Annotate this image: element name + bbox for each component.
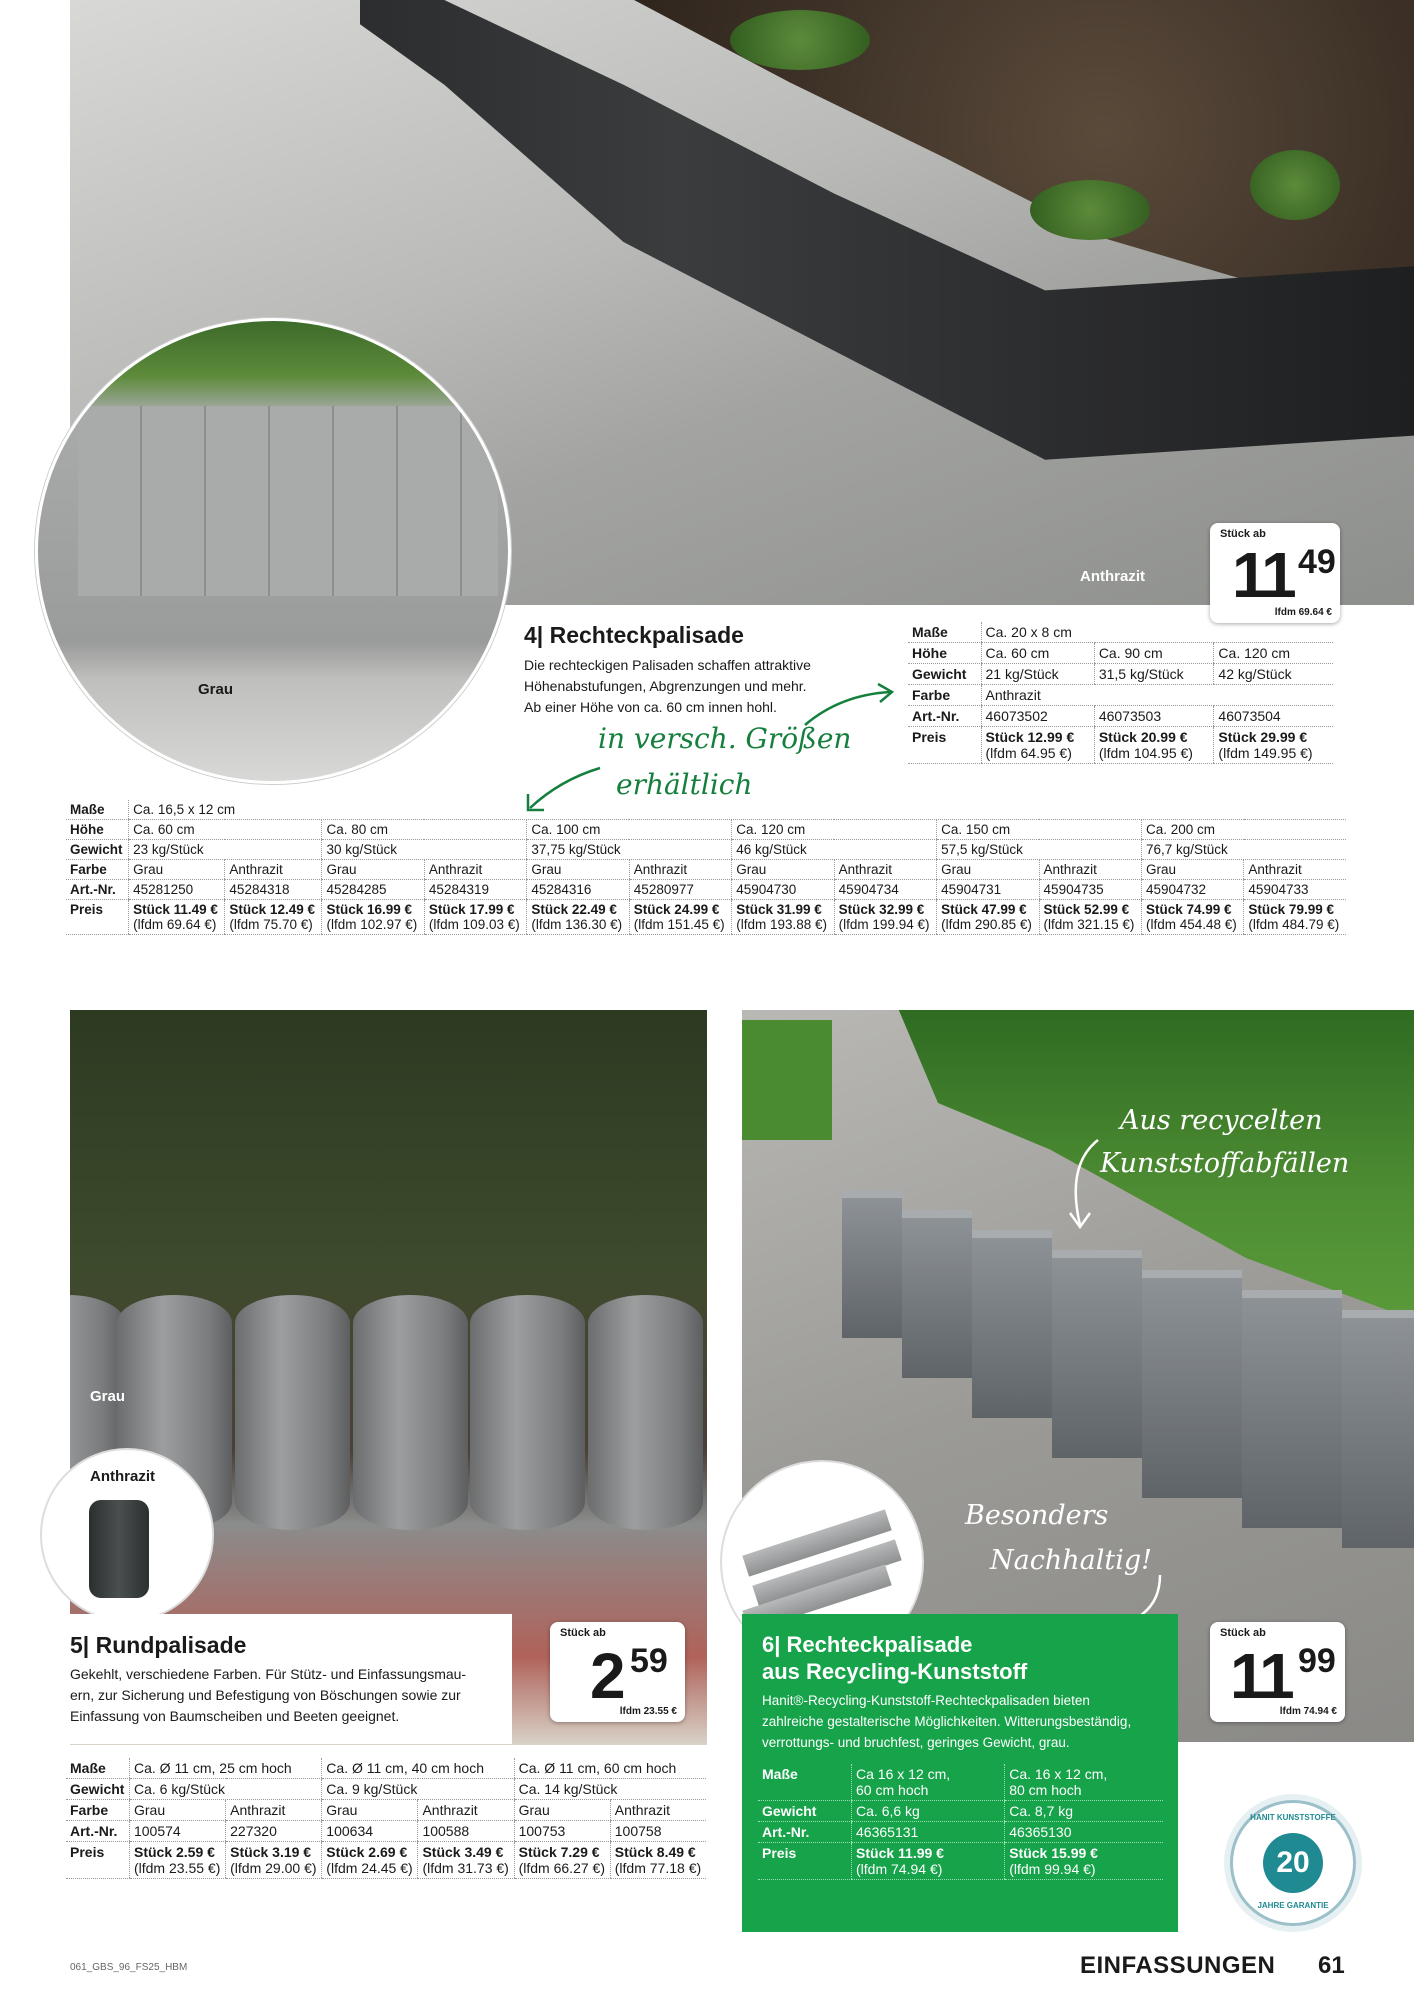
row-label: Maße	[66, 800, 129, 820]
cell-weight: 21 kg/Stück	[981, 664, 1094, 685]
cell-price	[1039, 900, 1141, 935]
badge-cents: 49	[1298, 543, 1336, 581]
note-sizes-line2: erhältlich	[616, 768, 753, 801]
badge-lfdm: lfdm 23.55 €	[619, 1706, 677, 1717]
row-label: Art.-Nr.	[66, 880, 129, 900]
product6-title-line1: 6| Rechteckpalisade	[762, 1632, 973, 1657]
table-row	[66, 840, 1346, 860]
lfdm: (lfdm 23.55 €)	[133, 1860, 221, 1876]
cell-mass: Ca. Ø 11 cm, 40 cm hoch	[322, 1758, 514, 1779]
cell-height: Ca. 120 cm	[732, 820, 937, 840]
price: Stück 29.99 €	[1218, 729, 1308, 745]
badge-per-label: Stück ab	[560, 1627, 606, 1639]
cell-mass	[1005, 1764, 1163, 1801]
cell-price	[424, 900, 526, 935]
badge-euros: 11	[1230, 1640, 1292, 1712]
table-row	[66, 800, 1346, 820]
seal-top-text: HANIT KUNSTSTOFFE	[1250, 1813, 1336, 1822]
price: Stück 15.99 €	[1009, 1845, 1098, 1861]
desc-line: Gekehlt, verschiedene Farben. Für Stütz- und Einfassungsmau-	[70, 1666, 467, 1682]
lfdm: (lfdm 75.70 €)	[229, 917, 313, 932]
price: Stück 11.49 €	[133, 902, 218, 917]
lfdm: (lfdm 64.95 €)	[985, 745, 1072, 761]
cell-price	[1094, 727, 1214, 764]
row-label: Gewicht	[758, 1801, 852, 1822]
cell-color: Anthrazit	[629, 860, 731, 880]
cell-color: Anthrazit	[610, 1800, 706, 1821]
round-post	[353, 1295, 468, 1530]
plastic-palisade	[1342, 1310, 1414, 1548]
cell-artnr: 45904732	[1141, 880, 1243, 900]
cell-price	[937, 900, 1039, 935]
cell-price	[418, 1842, 514, 1879]
badge-euros: 2	[590, 1640, 623, 1712]
product6-info-box	[742, 1614, 1178, 1932]
price: Stück 8.49 €	[614, 1844, 696, 1860]
cell-price	[322, 900, 424, 935]
cell-artnr: 45281250	[129, 880, 225, 900]
row-label: Maße	[908, 622, 981, 643]
grey-palisade-stones	[78, 406, 498, 596]
round-post	[588, 1295, 703, 1530]
lfdm: (lfdm 151.45 €)	[633, 917, 725, 932]
cell-artnr: 45904735	[1039, 880, 1141, 900]
badge-per-label: Stück ab	[1220, 1627, 1266, 1639]
mass-line: Ca. 16 x 12 cm,	[1009, 1766, 1108, 1782]
table-row	[66, 900, 1346, 935]
badge-euros: 11	[1232, 539, 1294, 611]
cell-color: Anthrazit	[981, 685, 1333, 706]
lfdm: (lfdm 193.88 €)	[736, 917, 828, 932]
badge-per-label: Stück ab	[1220, 528, 1266, 540]
desc-line: Hanit®-Recycling-Kunststoff-Rechteckpalisaden bieten	[762, 1693, 1090, 1708]
price: Stück 7.29 €	[518, 1844, 600, 1860]
lfdm: (lfdm 29.00 €)	[230, 1860, 317, 1876]
table-row	[66, 820, 1346, 840]
price-badge-product4	[1210, 523, 1340, 623]
lfdm: (lfdm 24.45 €)	[326, 1860, 413, 1876]
cell-artnr: 46365130	[1005, 1822, 1163, 1843]
cell-mass: Ca. 16,5 x 12 cm	[129, 800, 1346, 820]
badge-lfdm: lfdm 74.94 €	[1279, 1706, 1337, 1717]
cell-weight: Ca. 6,6 kg	[852, 1801, 1005, 1822]
plastic-palisade	[1052, 1250, 1142, 1458]
lfdm: (lfdm 77.18 €)	[614, 1860, 702, 1876]
cell-price	[1005, 1843, 1163, 1880]
cell-color: Grau	[129, 1800, 225, 1821]
table-row	[66, 880, 1346, 900]
price: Stück 16.99 €	[326, 902, 413, 917]
row-label: Farbe	[66, 1800, 129, 1821]
cell-height: Ca. 150 cm	[937, 820, 1142, 840]
cell-price	[852, 1843, 1005, 1880]
desc-line: Einfassung von Baumscheiben und Beeten geeignet.	[70, 1708, 400, 1724]
cell-artnr: 45284316	[527, 880, 629, 900]
cell-weight: Ca. 14 kg/Stück	[514, 1779, 706, 1800]
arrow-down-icon	[1058, 1135, 1108, 1235]
cell-price	[129, 900, 225, 935]
note-sustainable-line1: Besonders	[965, 1500, 1109, 1531]
price: Stück 3.19 €	[230, 1844, 312, 1860]
price: Stück 52.99 €	[1043, 902, 1130, 917]
spec-table-product6	[758, 1764, 1163, 1880]
product5-title: 5| Rundpalisade	[70, 1632, 247, 1658]
lfdm: (lfdm 290.85 €)	[941, 917, 1032, 932]
cell-height: Ca. 60 cm	[981, 643, 1094, 664]
cell-artnr: 100758	[610, 1821, 706, 1842]
cell-color: Anthrazit	[418, 1800, 514, 1821]
desc-line: zahlreiche gestalterische Möglichkeiten. Witterungsbeständig,	[762, 1714, 1132, 1729]
price: Stück 31.99 €	[736, 902, 822, 917]
cell-artnr: 45904734	[834, 880, 936, 900]
price: Stück 32.99 €	[838, 902, 925, 917]
desc-line: Die rechteckigen Palisaden schaffen attraktive	[524, 657, 811, 673]
cell-price	[1244, 900, 1346, 935]
cell-color: Grau	[514, 1800, 610, 1821]
page-number: 61	[1318, 1952, 1345, 1979]
lfdm: (lfdm 149.95 €)	[1218, 745, 1313, 761]
note-recycled-line2: Kunststoffabfällen	[1100, 1148, 1350, 1179]
cell-artnr: 45284318	[225, 880, 322, 900]
cell-price	[129, 1842, 225, 1879]
mass-line: 60 cm hoch	[856, 1782, 929, 1798]
row-label: Preis	[66, 900, 129, 935]
cell-color: Grau	[937, 860, 1039, 880]
product5-description	[70, 1664, 500, 1727]
cell-color: Anthrazit	[226, 1800, 322, 1821]
price: Stück 3.49 €	[422, 1844, 504, 1860]
cell-price	[226, 1842, 322, 1879]
price-badge-product5	[550, 1622, 685, 1722]
desc-line: ern, zur Sicherung und Befestigung von Böschungen sowie zur	[70, 1687, 461, 1703]
row-label: Maße	[758, 1764, 852, 1801]
cell-price	[732, 900, 834, 935]
desc-line: Höhenabstufungen, Abgrenzungen und mehr.	[524, 678, 807, 694]
lfdm: (lfdm 66.27 €)	[518, 1860, 605, 1876]
plastic-palisade	[972, 1230, 1052, 1418]
cell-artnr: 45280977	[629, 880, 731, 900]
cell-artnr: 46073503	[1094, 706, 1214, 727]
row-label: Art.-Nr.	[908, 706, 981, 727]
row-label: Höhe	[66, 820, 129, 840]
product4-description	[524, 655, 844, 718]
row-label: Art.-Nr.	[66, 1821, 129, 1842]
cell-color: Grau	[1141, 860, 1243, 880]
lfdm: (lfdm 454.48 €)	[1145, 917, 1237, 932]
note-sustainable-line2: Nachhaltig!	[990, 1545, 1152, 1576]
row-label: Höhe	[908, 643, 981, 664]
price: Stück 2.59 €	[133, 1844, 215, 1860]
cell-color: Anthrazit	[225, 860, 322, 880]
cell-artnr: 227320	[226, 1821, 322, 1842]
plastic-palisade	[1142, 1270, 1242, 1498]
price: Stück 24.99 €	[633, 902, 720, 917]
cell-price	[322, 1842, 418, 1879]
row-label: Farbe	[908, 685, 981, 706]
cell-price	[1141, 900, 1243, 935]
lfdm: (lfdm 74.94 €)	[856, 1861, 943, 1877]
cell-weight: 30 kg/Stück	[322, 840, 527, 860]
cell-weight: 31,5 kg/Stück	[1094, 664, 1214, 685]
cell-height: Ca. 80 cm	[322, 820, 527, 840]
desc-line: Ab einer Höhe von ca. 60 cm innen hohl.	[524, 699, 777, 715]
row-label: Preis	[758, 1843, 852, 1880]
cell-price	[629, 900, 731, 935]
round-post	[235, 1295, 350, 1530]
price: Stück 47.99 €	[941, 902, 1027, 917]
cell-color: Anthrazit	[424, 860, 526, 880]
cell-color: Grau	[322, 1800, 418, 1821]
price: Stück 12.49 €	[229, 902, 315, 917]
spec-table-product4-sizes	[66, 800, 1346, 935]
plant	[1030, 180, 1150, 240]
table-row	[66, 860, 1346, 880]
lfdm: (lfdm 321.15 €)	[1043, 917, 1135, 932]
inset-photo-grey-palisade	[35, 318, 511, 784]
cell-price	[610, 1842, 706, 1879]
color-label-grey: Grau	[90, 1388, 126, 1405]
row-label: Gewicht	[66, 1779, 129, 1800]
price: Stück 22.49 €	[531, 902, 617, 917]
row-label: Gewicht	[66, 840, 129, 860]
cell-height: Ca. 100 cm	[527, 820, 732, 840]
plastic-palisade	[1242, 1290, 1342, 1528]
note-recycled-line1: Aus recycelten	[1120, 1105, 1323, 1136]
cell-artnr: 45904731	[937, 880, 1039, 900]
cell-mass: Ca. Ø 11 cm, 60 cm hoch	[514, 1758, 706, 1779]
spec-table-product4-anthracite	[908, 622, 1333, 764]
anthracite-roll	[89, 1500, 149, 1598]
cell-price	[225, 900, 322, 935]
cell-color: Anthrazit	[834, 860, 936, 880]
cell-weight: 57,5 kg/Stück	[937, 840, 1142, 860]
cell-weight: Ca. 8,7 kg	[1005, 1801, 1163, 1822]
warranty-seal	[1230, 1800, 1356, 1926]
cell-artnr: 46073502	[981, 706, 1094, 727]
lfdm: (lfdm 136.30 €)	[531, 917, 623, 932]
price: Stück 17.99 €	[428, 902, 515, 917]
cell-color: Grau	[129, 860, 225, 880]
row-label: Farbe	[66, 860, 129, 880]
cell-artnr: 46073504	[1214, 706, 1333, 727]
plant	[1250, 150, 1340, 220]
cell-weight: 23 kg/Stück	[129, 840, 322, 860]
plastic-palisade	[902, 1210, 972, 1378]
product6-title-line2: aus Recycling-Kunststoff	[762, 1659, 1028, 1684]
price: Stück 12.99 €	[985, 729, 1075, 745]
cell-price	[834, 900, 936, 935]
cell-price	[527, 900, 629, 935]
cell-weight: Ca. 9 kg/Stück	[322, 1779, 514, 1800]
price: Stück 11.99 €	[856, 1845, 944, 1861]
cell-artnr: 100634	[322, 1821, 418, 1842]
cell-weight: 37,75 kg/Stück	[527, 840, 732, 860]
spec-table-product5	[66, 1758, 706, 1879]
plastic-palisade	[842, 1190, 902, 1338]
cell-height: Ca. 200 cm	[1141, 820, 1346, 840]
cell-color: Anthrazit	[1039, 860, 1141, 880]
cell-height: Ca. 120 cm	[1214, 643, 1333, 664]
lfdm: (lfdm 69.64 €)	[133, 917, 217, 932]
cell-artnr: 100588	[418, 1821, 514, 1842]
cell-mass	[852, 1764, 1005, 1801]
price: Stück 79.99 €	[1248, 902, 1334, 917]
plant	[730, 10, 870, 70]
badge-cents: 59	[630, 1642, 668, 1680]
arrow-right-icon	[800, 680, 900, 740]
lfdm: (lfdm 31.73 €)	[422, 1860, 509, 1876]
row-label: Art.-Nr.	[758, 1822, 852, 1843]
cell-color: Anthrazit	[1244, 860, 1346, 880]
seal-bottom-text: JAHRE GARANTIE	[1257, 1901, 1329, 1910]
cell-artnr: 100753	[514, 1821, 610, 1842]
lfdm: (lfdm 99.94 €)	[1009, 1861, 1096, 1877]
color-label-anthracite: Anthrazit	[90, 1468, 155, 1485]
lawn	[742, 1020, 832, 1140]
cell-artnr: 100574	[129, 1821, 225, 1842]
row-label: Maße	[66, 1758, 129, 1779]
cell-mass: Ca. 20 x 8 cm	[981, 622, 1333, 643]
round-post	[470, 1295, 585, 1530]
cell-artnr: 46365131	[852, 1822, 1005, 1843]
footer-code: 061_GBS_96_FS25_HBM	[70, 1962, 188, 1973]
cell-color: Grau	[527, 860, 629, 880]
mass-line: 80 cm hoch	[1009, 1782, 1082, 1798]
desc-line: verrottungs- und bruchfest, geringes Gewicht, grau.	[762, 1735, 1070, 1750]
badge-lfdm: lfdm 69.64 €	[1274, 607, 1332, 618]
color-label-anthracite: Anthrazit	[1080, 568, 1145, 585]
cell-color: Grau	[322, 860, 424, 880]
cell-price	[514, 1842, 610, 1879]
cell-price	[981, 727, 1094, 764]
lfdm: (lfdm 199.94 €)	[838, 917, 930, 932]
color-label-grey: Grau	[198, 681, 234, 698]
cell-color: Grau	[732, 860, 834, 880]
row-label: Gewicht	[908, 664, 981, 685]
badge-cents: 99	[1298, 1642, 1336, 1680]
cell-artnr: 45284319	[424, 880, 526, 900]
lfdm: (lfdm 484.79 €)	[1248, 917, 1340, 932]
cell-weight: Ca. 6 kg/Stück	[129, 1779, 321, 1800]
seal-number: 20	[1263, 1833, 1323, 1893]
product6-description	[762, 1690, 1172, 1753]
row-label: Preis	[66, 1842, 129, 1879]
cell-artnr: 45904730	[732, 880, 834, 900]
lfdm: (lfdm 109.03 €)	[428, 917, 520, 932]
cell-height: Ca. 90 cm	[1094, 643, 1214, 664]
price: Stück 20.99 €	[1098, 729, 1188, 745]
lfdm: (lfdm 102.97 €)	[326, 917, 418, 932]
cell-artnr: 45284285	[322, 880, 424, 900]
cell-weight: 42 kg/Stück	[1214, 664, 1333, 685]
price: Stück 2.69 €	[326, 1844, 408, 1860]
lfdm: (lfdm 104.95 €)	[1098, 745, 1193, 761]
price-badge-product6	[1210, 1622, 1345, 1722]
price: Stück 74.99 €	[1145, 902, 1232, 917]
cell-height: Ca. 60 cm	[129, 820, 322, 840]
footer-section-title: EINFASSUNGEN	[1080, 1952, 1276, 1979]
product4-title: 4| Rechteckpalisade	[524, 622, 744, 648]
row-label: Preis	[908, 727, 981, 764]
cell-mass: Ca. Ø 11 cm, 25 cm hoch	[129, 1758, 321, 1779]
cell-artnr: 45904733	[1244, 880, 1346, 900]
mass-line: Ca 16 x 12 cm,	[856, 1766, 951, 1782]
note-sizes-line1: in versch. Größen	[598, 722, 852, 755]
cell-weight: 76,7 kg/Stück	[1141, 840, 1346, 860]
cell-weight: 46 kg/Stück	[732, 840, 937, 860]
cell-price	[1214, 727, 1333, 764]
